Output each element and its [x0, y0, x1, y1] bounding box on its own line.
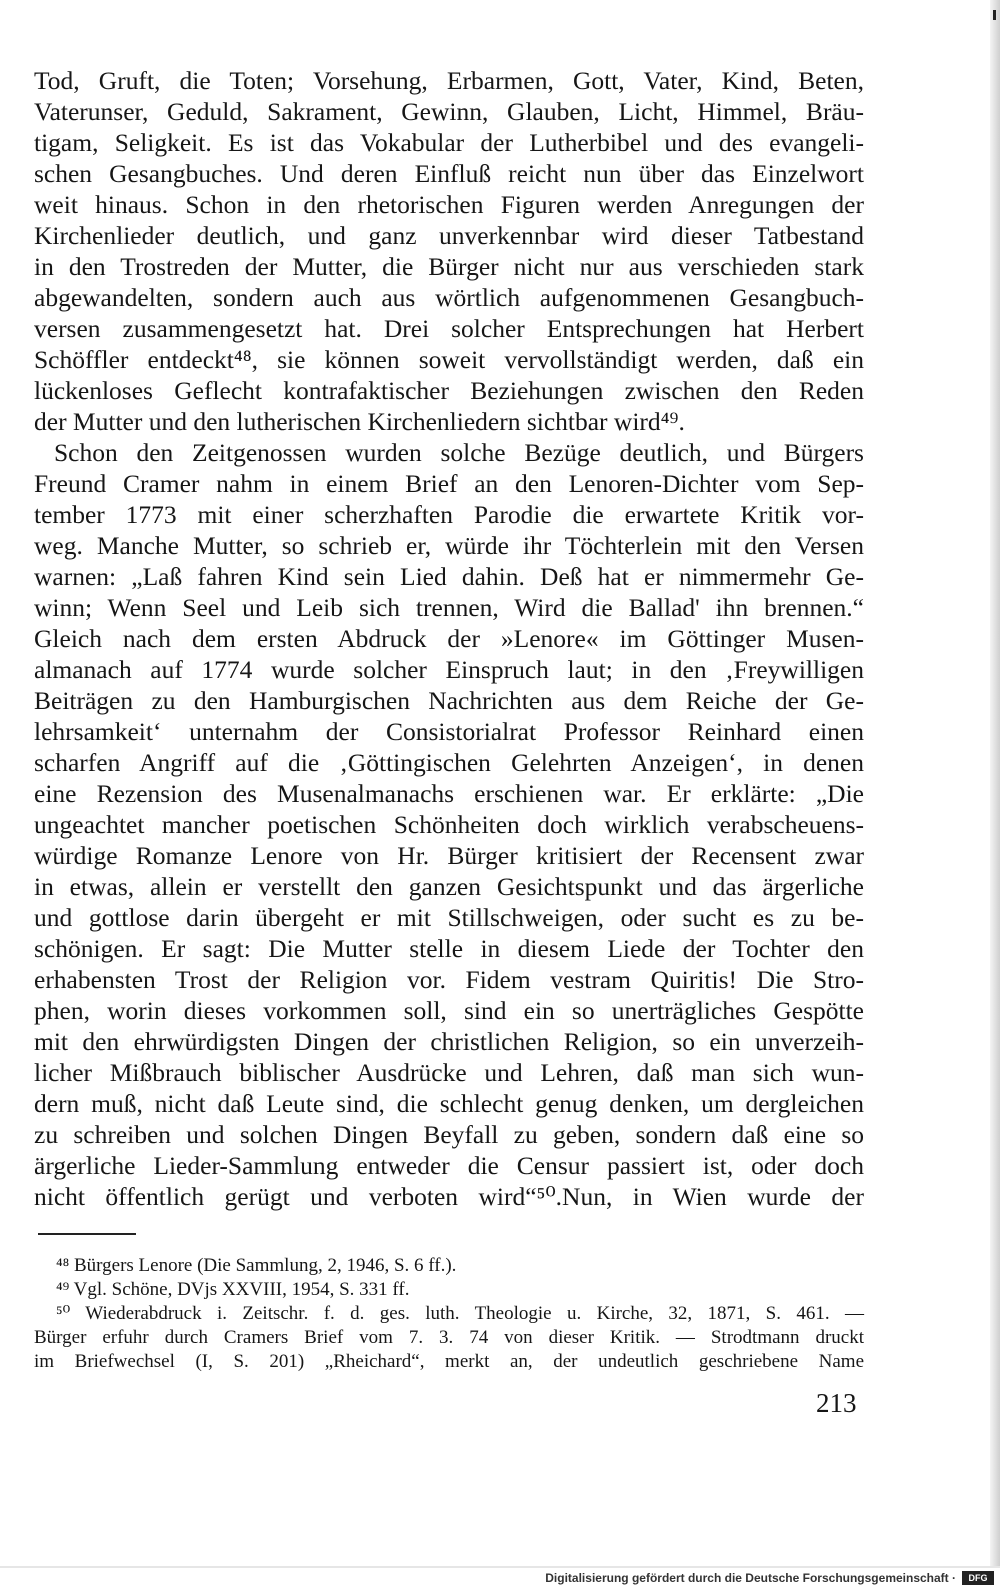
text-line: schönigen. Er sagt: Die Mutter stelle in diesem Liede der Tochter den [34, 934, 864, 963]
text-line: tigam, Seligkeit. Es ist das Vokabular der Lutherbibel und des evangeli- [34, 128, 864, 157]
text-line: mit den ehrwürdigsten Dingen der christlichen Religion, so ein unverzeih- [34, 1027, 864, 1056]
footnote-49: ⁴⁹ Vgl. Schöne, DVjs XXVIII, 1954, S. 331 ff. [56, 1279, 410, 1300]
text-line: Schöffler entdeckt⁴⁸, sie können soweit vervollständigt werden, daß ein [34, 345, 864, 374]
text-line: versen zusammengesetzt hat. Drei solcher Entsprechungen hat Herbert [34, 314, 864, 343]
text-line: in den Trostreden der Mutter, die Bürger nicht nur aus verschieden stark [34, 252, 864, 281]
page-edge [990, 0, 1000, 1568]
text-line: dern muß, nicht daß Leute sind, die schlecht genug denken, um dergleichen [34, 1089, 864, 1118]
text-line: eine Rezension des Musenalmanachs erschienen war. Er erklärte: „Die [34, 779, 864, 808]
page-number: 213 [816, 1388, 857, 1418]
text-line: lehrsamkeit‘ unternahm der Consistorialrat Professor Reinhard einen [34, 717, 864, 746]
footnote-50-continued: im Briefwechsel (I, S. 201) „Rheichard“, merkt an, der undeutlich geschriebene Name [34, 1351, 864, 1372]
text-line: der Mutter und den lutherischen Kirchenliedern sichtbar wird⁴⁹. [34, 407, 685, 436]
text-line: abgewandelten, sondern auch aus wörtlich aufgenommenen Gesangbuch- [34, 283, 864, 312]
text-line: und gottlose darin übergeht er mit Stillschweigen, oder sucht es zu be- [34, 903, 864, 932]
text-line: Gleich nach dem ersten Abdruck der »Lenore« im Göttinger Musen- [34, 624, 864, 653]
text-line: zu schreiben und solchen Dingen Beyfall zu geben, sondern daß eine so [34, 1120, 864, 1149]
footnote-48: ⁴⁸ Bürgers Lenore (Die Sammlung, 2, 1946, S. 6 ff.). [56, 1255, 457, 1276]
footer-bar [0, 1566, 1000, 1590]
text-line: weit hinaus. Schon in den rhetorischen Figuren werden Anregungen der [34, 190, 864, 219]
text-line: in etwas, allein er verstellt den ganzen Gesichtspunkt und das ärgerliche [34, 872, 864, 901]
text-line: erhabensten Trost der Religion vor. Fidem vestram Quiritis! Die Stro- [34, 965, 864, 994]
text-line: Freund Cramer nahm in einem Brief an den Lenoren-Dichter vom Sep- [34, 469, 864, 498]
text-line: Kirchenlieder deutlich, und ganz unverkennbar wird dieser Tatbestand [34, 221, 864, 250]
text-line: Beiträgen zu den Hamburgischen Nachrichten aus dem Reiche der Ge- [34, 686, 864, 715]
text-line: Schon den Zeitgenossen wurden solche Bezüge deutlich, und Bürgers [54, 438, 864, 467]
footnotes [34, 1254, 864, 1374]
text-line: würdige Romanze Lenore von Hr. Bürger kritisiert der Recensent zwar [34, 841, 864, 870]
text-line: tember 1773 mit einer scherzhaften Parodie die erwartete Kritik vor- [34, 500, 864, 529]
text-line: phen, worin dieses vorkommen soll, sind ein so unerträgliches Gespötte [34, 996, 864, 1025]
footnote-50-continued: Bürger erfuhr durch Cramers Brief vom 7. 3. 74 von dieser Kritik. — Strodtmann druckt [34, 1327, 864, 1348]
text-line: weg. Manche Mutter, so schrieb er, würde ihr Töchterlein mit den Versen [34, 531, 864, 560]
text-line: lückenloses Geflecht kontrafaktischer Beziehungen zwischen den Reden [34, 376, 864, 405]
text-line: ärgerliche Lieder-Sammlung entweder die Censur passiert ist, oder doch [34, 1151, 864, 1180]
footer-credit: Digitalisierung gefördert durch die Deutsche Forschungsgemeinschaft · [545, 1571, 956, 1585]
text-line: ungeachtet mancher poetischen Schönheiten doch wirklich verabscheuens- [34, 810, 864, 839]
text-line: licher Mißbrauch biblischer Ausdrücke und Lehren, daß man sich wun- [34, 1058, 864, 1087]
text-line: warnen: „Laß fahren Kind sein Lied dahin. Deß hat er nimmermehr Ge- [34, 562, 864, 591]
text-line: scharfen Angriff auf die ‚Göttingischen Gelehrten Anzeigen‘, in denen [34, 748, 864, 777]
footnote-divider [38, 1233, 136, 1235]
text-line: Tod, Gruft, die Toten; Vorsehung, Erbarmen, Gott, Vater, Kind, Beten, [34, 66, 864, 95]
body-text [34, 65, 864, 1212]
text-line: winn; Wenn Seel und Leib sich trennen, Wird die Ballad' ihn brennen.“ [34, 593, 864, 622]
footnote-50: ⁵⁰ Wiederabdruck i. Zeitschr. f. d. ges. luth. Theologie u. Kirche, 32, 1871, S. 461. — [56, 1303, 864, 1324]
text-line: schen Gesangbuches. Und deren Einfluß reicht nun über das Einzelwort [34, 159, 864, 188]
text-line: nicht öffentlich gerügt und verboten wird“⁵⁰.Nun, in Wien wurde der [34, 1182, 864, 1211]
text-line: Vaterunser, Geduld, Sakrament, Gewinn, Glauben, Licht, Himmel, Bräu- [34, 97, 864, 126]
text-line: almanach auf 1774 wurde solcher Einspruch laut; in den ‚Freywilligen [34, 655, 864, 684]
dfg-logo-icon: DFG [962, 1571, 994, 1585]
